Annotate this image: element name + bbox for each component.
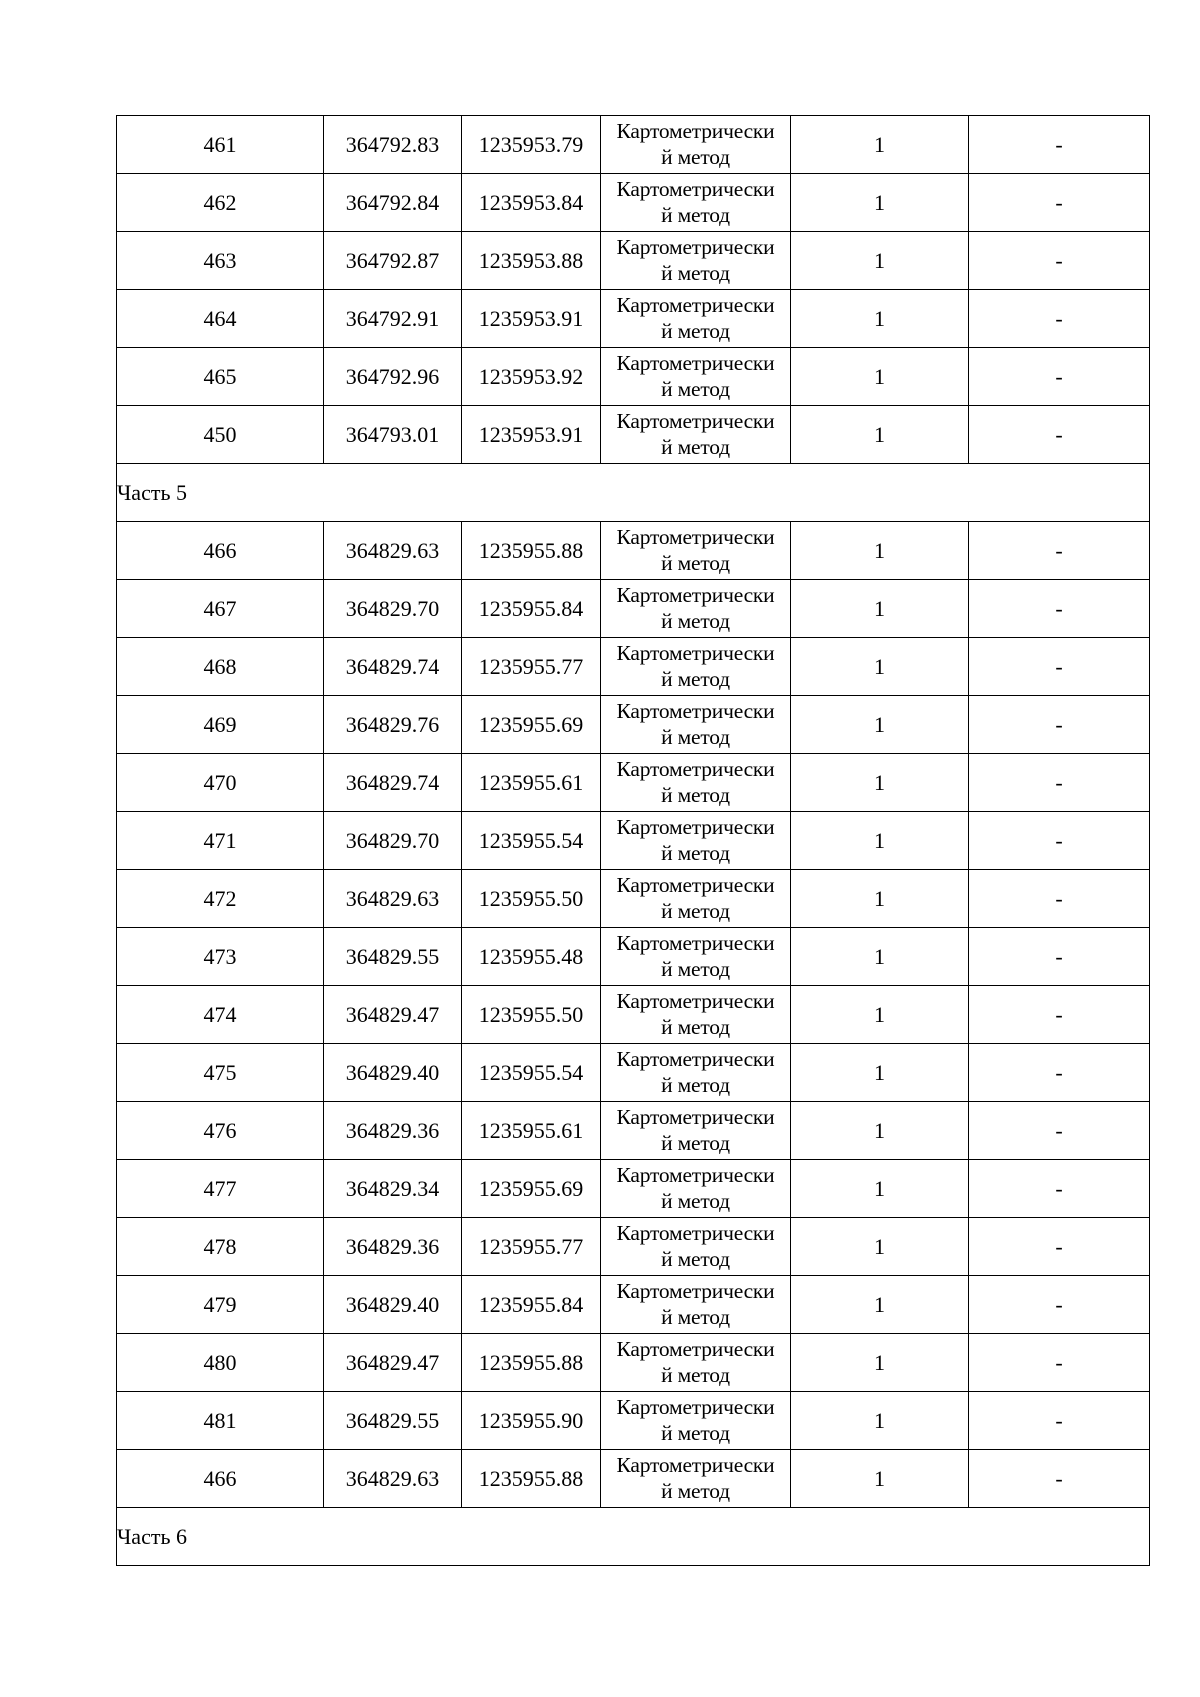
description-cell: -	[969, 1392, 1150, 1450]
method-cell: Картометрически й метод	[601, 696, 791, 754]
y-coordinate-cell: 1235955.77	[462, 1218, 601, 1276]
description-cell: -	[969, 986, 1150, 1044]
method-cell: Картометрически й метод	[601, 522, 791, 580]
y-coordinate-cell: 1235953.91	[462, 406, 601, 464]
accuracy-cell: 1	[791, 986, 969, 1044]
table-row	[117, 580, 1150, 638]
y-coordinate-cell: 1235955.77	[462, 638, 601, 696]
y-coordinate-cell: 1235955.54	[462, 812, 601, 870]
table-row	[117, 174, 1150, 232]
point-number-cell: 475	[117, 1044, 324, 1102]
point-number-cell: 465	[117, 348, 324, 406]
description-cell: -	[969, 116, 1150, 174]
description-cell: -	[969, 174, 1150, 232]
table-row	[117, 1392, 1150, 1450]
accuracy-cell: 1	[791, 812, 969, 870]
table-row	[117, 1334, 1150, 1392]
point-number-cell: 466	[117, 522, 324, 580]
table-row	[117, 232, 1150, 290]
point-number-cell: 462	[117, 174, 324, 232]
coordinates-table-body	[117, 116, 1150, 1566]
method-cell: Картометрически й метод	[601, 290, 791, 348]
description-cell: -	[969, 522, 1150, 580]
table-row	[117, 348, 1150, 406]
accuracy-cell: 1	[791, 1392, 969, 1450]
method-cell: Картометрически й метод	[601, 1102, 791, 1160]
y-coordinate-cell: 1235953.79	[462, 116, 601, 174]
accuracy-cell: 1	[791, 1044, 969, 1102]
table-row	[117, 1450, 1150, 1508]
accuracy-cell: 1	[791, 174, 969, 232]
accuracy-cell: 1	[791, 1102, 969, 1160]
x-coordinate-cell: 364829.47	[324, 1334, 462, 1392]
point-number-cell: 473	[117, 928, 324, 986]
accuracy-cell: 1	[791, 348, 969, 406]
table-row	[117, 1044, 1150, 1102]
x-coordinate-cell: 364792.83	[324, 116, 462, 174]
description-cell: -	[969, 696, 1150, 754]
method-cell: Картометрически й метод	[601, 580, 791, 638]
y-coordinate-cell: 1235953.88	[462, 232, 601, 290]
x-coordinate-cell: 364792.91	[324, 290, 462, 348]
section-row	[117, 464, 1150, 522]
y-coordinate-cell: 1235955.61	[462, 754, 601, 812]
point-number-cell: 469	[117, 696, 324, 754]
method-cell: Картометрически й метод	[601, 1450, 791, 1508]
accuracy-cell: 1	[791, 1276, 969, 1334]
y-coordinate-cell: 1235955.69	[462, 696, 601, 754]
table-row	[117, 754, 1150, 812]
table-row	[117, 522, 1150, 580]
method-cell: Картометрически й метод	[601, 1044, 791, 1102]
x-coordinate-cell: 364829.47	[324, 986, 462, 1044]
method-cell: Картометрически й метод	[601, 870, 791, 928]
point-number-cell: 480	[117, 1334, 324, 1392]
description-cell: -	[969, 1276, 1150, 1334]
method-cell: Картометрически й метод	[601, 1276, 791, 1334]
method-cell: Картометрически й метод	[601, 116, 791, 174]
method-cell: Картометрически й метод	[601, 928, 791, 986]
x-coordinate-cell: 364829.36	[324, 1218, 462, 1276]
x-coordinate-cell: 364829.76	[324, 696, 462, 754]
x-coordinate-cell: 364829.63	[324, 522, 462, 580]
table-row	[117, 1102, 1150, 1160]
table-row	[117, 1276, 1150, 1334]
table-row	[117, 638, 1150, 696]
x-coordinate-cell: 364829.63	[324, 870, 462, 928]
x-coordinate-cell: 364793.01	[324, 406, 462, 464]
point-number-cell: 476	[117, 1102, 324, 1160]
table-row	[117, 812, 1150, 870]
table-row	[117, 290, 1150, 348]
x-coordinate-cell: 364829.63	[324, 1450, 462, 1508]
description-cell: -	[969, 754, 1150, 812]
x-coordinate-cell: 364829.70	[324, 580, 462, 638]
x-coordinate-cell: 364829.40	[324, 1044, 462, 1102]
description-cell: -	[969, 1102, 1150, 1160]
y-coordinate-cell: 1235955.54	[462, 1044, 601, 1102]
description-cell: -	[969, 1044, 1150, 1102]
x-coordinate-cell: 364829.70	[324, 812, 462, 870]
description-cell: -	[969, 1450, 1150, 1508]
accuracy-cell: 1	[791, 696, 969, 754]
x-coordinate-cell: 364792.84	[324, 174, 462, 232]
coordinates-table	[116, 115, 1150, 1566]
table-row	[117, 870, 1150, 928]
method-cell: Картометрически й метод	[601, 1392, 791, 1450]
description-cell: -	[969, 812, 1150, 870]
description-cell: -	[969, 1160, 1150, 1218]
accuracy-cell: 1	[791, 522, 969, 580]
y-coordinate-cell: 1235955.69	[462, 1160, 601, 1218]
method-cell: Картометрически й метод	[601, 812, 791, 870]
point-number-cell: 468	[117, 638, 324, 696]
section-label: Часть 5	[117, 464, 1150, 522]
method-cell: Картометрически й метод	[601, 1218, 791, 1276]
description-cell: -	[969, 1334, 1150, 1392]
y-coordinate-cell: 1235955.50	[462, 986, 601, 1044]
point-number-cell: 467	[117, 580, 324, 638]
description-cell: -	[969, 1218, 1150, 1276]
accuracy-cell: 1	[791, 754, 969, 812]
y-coordinate-cell: 1235955.84	[462, 1276, 601, 1334]
description-cell: -	[969, 928, 1150, 986]
section-label: Часть 6	[117, 1508, 1150, 1566]
accuracy-cell: 1	[791, 406, 969, 464]
description-cell: -	[969, 638, 1150, 696]
x-coordinate-cell: 364829.34	[324, 1160, 462, 1218]
table-row	[117, 116, 1150, 174]
accuracy-cell: 1	[791, 580, 969, 638]
table-row	[117, 406, 1150, 464]
point-number-cell: 464	[117, 290, 324, 348]
point-number-cell: 479	[117, 1276, 324, 1334]
point-number-cell: 470	[117, 754, 324, 812]
y-coordinate-cell: 1235955.88	[462, 522, 601, 580]
accuracy-cell: 1	[791, 1160, 969, 1218]
method-cell: Картометрически й метод	[601, 232, 791, 290]
description-cell: -	[969, 580, 1150, 638]
method-cell: Картометрически й метод	[601, 754, 791, 812]
description-cell: -	[969, 348, 1150, 406]
y-coordinate-cell: 1235955.61	[462, 1102, 601, 1160]
table-row	[117, 696, 1150, 754]
accuracy-cell: 1	[791, 928, 969, 986]
x-coordinate-cell: 364829.40	[324, 1276, 462, 1334]
description-cell: -	[969, 232, 1150, 290]
x-coordinate-cell: 364829.36	[324, 1102, 462, 1160]
y-coordinate-cell: 1235955.48	[462, 928, 601, 986]
y-coordinate-cell: 1235955.90	[462, 1392, 601, 1450]
accuracy-cell: 1	[791, 1334, 969, 1392]
method-cell: Картометрически й метод	[601, 348, 791, 406]
accuracy-cell: 1	[791, 1218, 969, 1276]
x-coordinate-cell: 364792.87	[324, 232, 462, 290]
accuracy-cell: 1	[791, 290, 969, 348]
method-cell: Картометрически й метод	[601, 638, 791, 696]
accuracy-cell: 1	[791, 116, 969, 174]
y-coordinate-cell: 1235955.88	[462, 1334, 601, 1392]
y-coordinate-cell: 1235953.92	[462, 348, 601, 406]
x-coordinate-cell: 364829.74	[324, 638, 462, 696]
method-cell: Картометрически й метод	[601, 406, 791, 464]
method-cell: Картометрически й метод	[601, 1160, 791, 1218]
table-row	[117, 1160, 1150, 1218]
point-number-cell: 463	[117, 232, 324, 290]
description-cell: -	[969, 290, 1150, 348]
point-number-cell: 478	[117, 1218, 324, 1276]
accuracy-cell: 1	[791, 1450, 969, 1508]
y-coordinate-cell: 1235955.84	[462, 580, 601, 638]
point-number-cell: 481	[117, 1392, 324, 1450]
y-coordinate-cell: 1235955.50	[462, 870, 601, 928]
point-number-cell: 477	[117, 1160, 324, 1218]
accuracy-cell: 1	[791, 232, 969, 290]
method-cell: Картометрически й метод	[601, 1334, 791, 1392]
y-coordinate-cell: 1235953.91	[462, 290, 601, 348]
table-row	[117, 986, 1150, 1044]
x-coordinate-cell: 364792.96	[324, 348, 462, 406]
point-number-cell: 461	[117, 116, 324, 174]
point-number-cell: 474	[117, 986, 324, 1044]
x-coordinate-cell: 364829.55	[324, 1392, 462, 1450]
method-cell: Картометрически й метод	[601, 986, 791, 1044]
accuracy-cell: 1	[791, 638, 969, 696]
table-row	[117, 928, 1150, 986]
y-coordinate-cell: 1235955.88	[462, 1450, 601, 1508]
point-number-cell: 472	[117, 870, 324, 928]
description-cell: -	[969, 406, 1150, 464]
x-coordinate-cell: 364829.55	[324, 928, 462, 986]
x-coordinate-cell: 364829.74	[324, 754, 462, 812]
description-cell: -	[969, 870, 1150, 928]
accuracy-cell: 1	[791, 870, 969, 928]
method-cell: Картометрически й метод	[601, 174, 791, 232]
y-coordinate-cell: 1235953.84	[462, 174, 601, 232]
point-number-cell: 471	[117, 812, 324, 870]
table-row	[117, 1218, 1150, 1276]
section-row	[117, 1508, 1150, 1566]
point-number-cell: 466	[117, 1450, 324, 1508]
point-number-cell: 450	[117, 406, 324, 464]
